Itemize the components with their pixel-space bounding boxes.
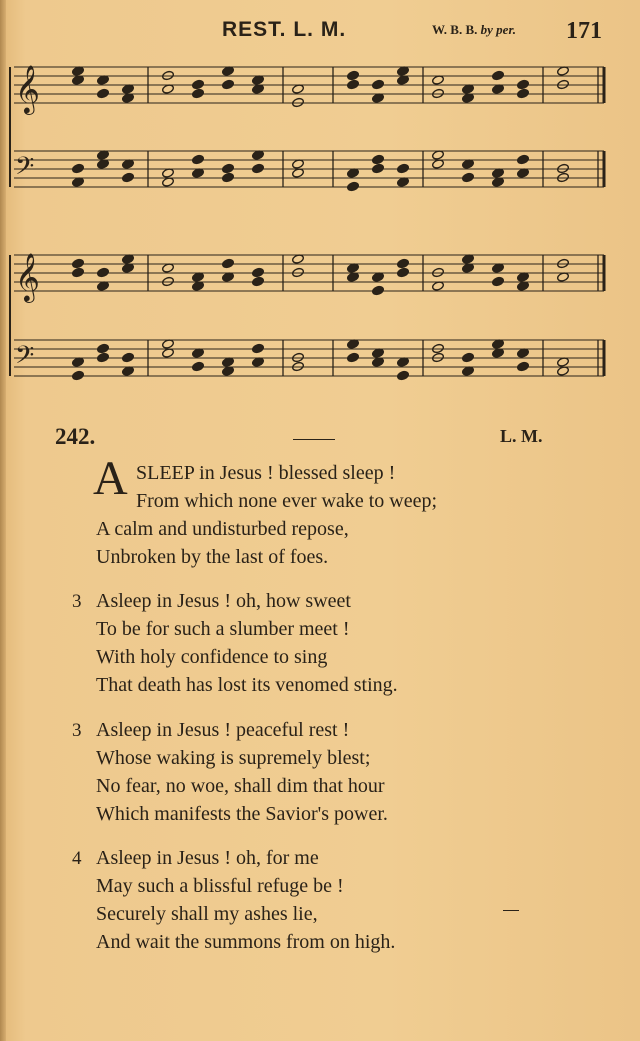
music-note-icon xyxy=(122,172,135,183)
treble-clef-icon: 𝄞 xyxy=(15,64,40,113)
music-note-icon xyxy=(517,88,530,99)
music-note-icon xyxy=(517,79,530,90)
music-note-icon xyxy=(122,352,135,363)
music-note-icon xyxy=(97,352,110,363)
verse-1-line-1: SLEEP in Jesus ! blessed sleep ! xyxy=(136,462,396,484)
music-score xyxy=(8,55,612,400)
music-note-icon xyxy=(72,370,85,381)
verse-2-line-1: Asleep in Jesus ! oh, how sweet xyxy=(96,590,351,612)
music-note-icon xyxy=(252,343,265,354)
music-note-icon xyxy=(397,258,410,269)
verse-4-line-2: May such a blissful refuge be ! xyxy=(96,875,344,897)
verse-3-line-4: Which manifests the Savior's power. xyxy=(96,803,388,825)
page-number: 171 xyxy=(566,18,602,44)
credit-initials: W. B. B. xyxy=(432,22,478,37)
verse-3-line-3: No fear, no woe, shall dim that hour xyxy=(96,775,385,797)
music-note-icon xyxy=(72,267,85,278)
music-note-icon xyxy=(347,79,360,90)
music-note-icon xyxy=(372,154,385,165)
treble-clef-icon: 𝄞 xyxy=(15,252,40,301)
music-note-icon xyxy=(372,79,385,90)
music-note-icon xyxy=(222,172,235,183)
music-note-icon xyxy=(372,163,385,174)
music-note-icon xyxy=(97,343,110,354)
music-note-icon xyxy=(492,70,505,81)
verse-3-number: 3 xyxy=(72,720,82,741)
music-note-icon xyxy=(222,79,235,90)
music-note-icon xyxy=(347,181,360,192)
verse-1-line-4: Unbroken by the last of foes. xyxy=(96,546,329,568)
music-note-icon xyxy=(517,154,530,165)
music-note-icon xyxy=(192,88,205,99)
music-note-icon xyxy=(517,361,530,372)
verse-3-line-1: Asleep in Jesus ! peaceful rest ! xyxy=(96,719,350,741)
heading-dash xyxy=(293,439,335,440)
music-note-icon xyxy=(492,276,505,287)
music-note-icon xyxy=(97,267,110,278)
verse-2-line-3: With holy confidence to sing xyxy=(96,646,328,668)
verse-1-line-2: From which none ever wake to weep; xyxy=(136,490,438,512)
music-note-icon xyxy=(72,163,85,174)
bass-clef-icon: 𝄢 xyxy=(15,341,35,376)
verse-2-line-2: To be for such a slumber meet ! xyxy=(96,618,350,640)
music-note-icon xyxy=(462,172,475,183)
verse-3-line-2: Whose waking is supremely blest; xyxy=(96,747,371,769)
verse-2-line-4: That death has lost its venomed sting. xyxy=(96,674,398,696)
hymn-heading xyxy=(0,424,640,454)
music-note-icon xyxy=(222,258,235,269)
music-note-icon xyxy=(397,370,410,381)
credit-permission: by per. xyxy=(480,22,517,37)
music-note-icon xyxy=(372,285,385,296)
music-note-icon xyxy=(397,163,410,174)
tune-title: REST. L. M. xyxy=(222,18,347,41)
music-note-icon xyxy=(397,267,410,278)
stray-mark xyxy=(503,910,519,911)
music-note-icon xyxy=(252,163,265,174)
page-header xyxy=(0,14,640,50)
verse-4-line-1: Asleep in Jesus ! oh, for me xyxy=(96,847,319,869)
music-note-icon xyxy=(347,352,360,363)
hymn-number: 242. xyxy=(55,424,96,449)
verse-4-line-4: And wait the summons from on high. xyxy=(96,931,396,953)
hymn-meter: L. M. xyxy=(500,426,543,446)
music-note-icon xyxy=(72,258,85,269)
verse-1-line-3: A calm and undisturbed repose, xyxy=(96,518,349,540)
music-note-icon xyxy=(192,79,205,90)
score-svg xyxy=(8,55,612,400)
music-note-icon xyxy=(192,361,205,372)
music-note-icon xyxy=(252,276,265,287)
music-note-icon xyxy=(222,163,235,174)
verse-4-number: 4 xyxy=(72,848,82,869)
music-note-icon xyxy=(252,267,265,278)
music-note-icon xyxy=(192,154,205,165)
music-note-icon xyxy=(462,352,475,363)
tune-credit xyxy=(432,22,516,38)
bass-clef-icon: 𝄢 xyxy=(15,152,35,187)
drop-cap: A xyxy=(93,452,128,505)
verse-4-line-3: Securely shall my ashes lie, xyxy=(96,903,318,925)
music-note-icon xyxy=(97,88,110,99)
verse-2-number: 3 xyxy=(72,591,82,612)
music-note-icon xyxy=(347,70,360,81)
page-edge xyxy=(0,0,6,1041)
